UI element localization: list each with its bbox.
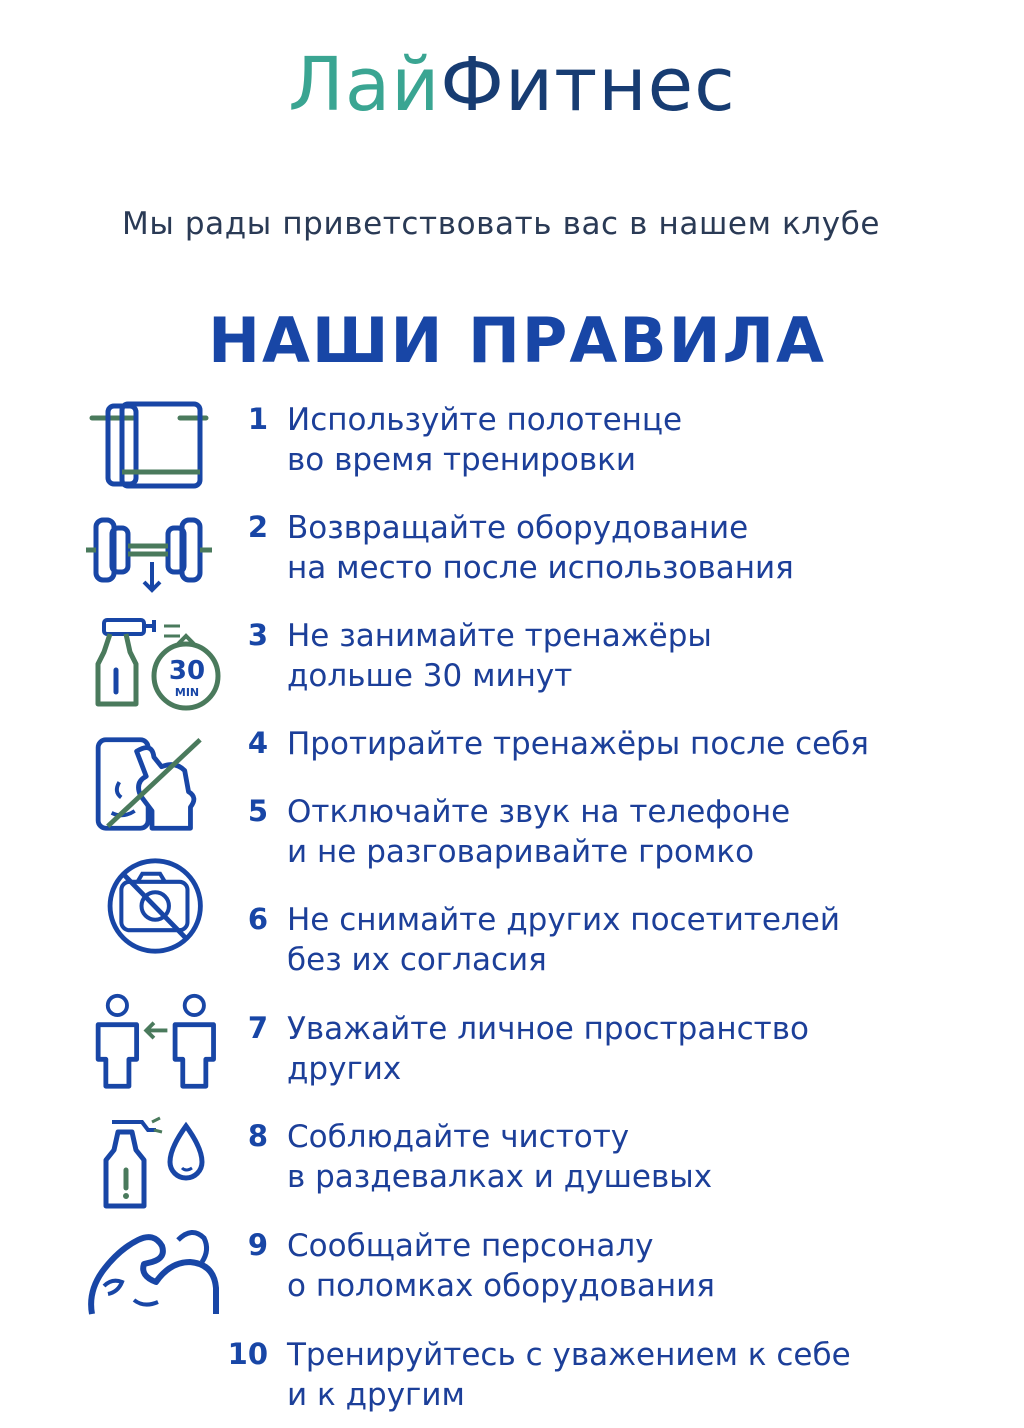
rule-text-line-2: в раздевалках и душевых [287,1159,713,1195]
timer-spray-icon [82,612,222,712]
muscle-icon [82,1222,222,1322]
rule-text-line-1: Не снимайте других посетителей [287,902,841,938]
rule-text-line-2: без их согласия [287,942,547,978]
rule-text-line-2: и не разговаривайте громко [287,834,755,870]
rule-number: 6 [247,902,268,936]
rule-text-line-2: дольше 30 минут [287,658,573,694]
rule-number: 2 [247,510,268,544]
no-camera-icon [82,856,222,980]
personal-space-icon [82,992,222,1096]
rule-text-line-1: Соблюдайте чистоту [287,1119,630,1155]
rule-number: 5 [247,794,268,828]
rule-text-line-1: Отключайте звук на телефоне [287,794,791,830]
rule-text-line-1: Не занимайте тренажёры [287,618,712,654]
rule-number: 3 [247,618,268,652]
rule-text-line-1: Сообщайте персоналу [287,1228,654,1264]
rule-text-line-1: Возвращайте оборудование [287,510,749,546]
welcome-text: Мы рады приветствовать вас в нашем клубе [122,206,881,242]
rule-text-line-2: о поломках оборудования [287,1268,715,1304]
logo-part-2: Фитнес [440,42,736,128]
rule-text-line-2: и к другим [287,1377,465,1413]
rule-text-line-1: Тренируйтесь с уважением к себе [287,1337,851,1373]
rule-text-line-1: Используйте полотенце [287,402,683,438]
rule-number: 10 [227,1337,268,1371]
timer-unit: MIN [174,686,200,699]
rule-number: 4 [247,726,268,760]
rule-number: 1 [247,402,268,436]
towel-icon [82,400,222,500]
logo-part-1: Лай [288,42,441,128]
rule-text-line-2: других [287,1051,402,1087]
spray-drop-icon [82,1110,222,1210]
timer-label: 30 [168,656,206,686]
phone-muted-icon [82,734,222,838]
rule-number: 9 [247,1228,268,1262]
dumbbell-icon [82,512,222,612]
rule-text-line-1: Уважайте личное пространство [287,1011,809,1047]
page-title: НАШИ ПРАВИЛА [208,304,826,377]
rule-text-line-2: на место после использования [287,550,794,586]
rule-number: 8 [247,1119,268,1153]
rule-text-line-2: во время тренировки [287,442,637,478]
rule-text-line-1: Протирайте тренажёры после себя [287,726,869,762]
rule-number: 7 [247,1011,268,1045]
